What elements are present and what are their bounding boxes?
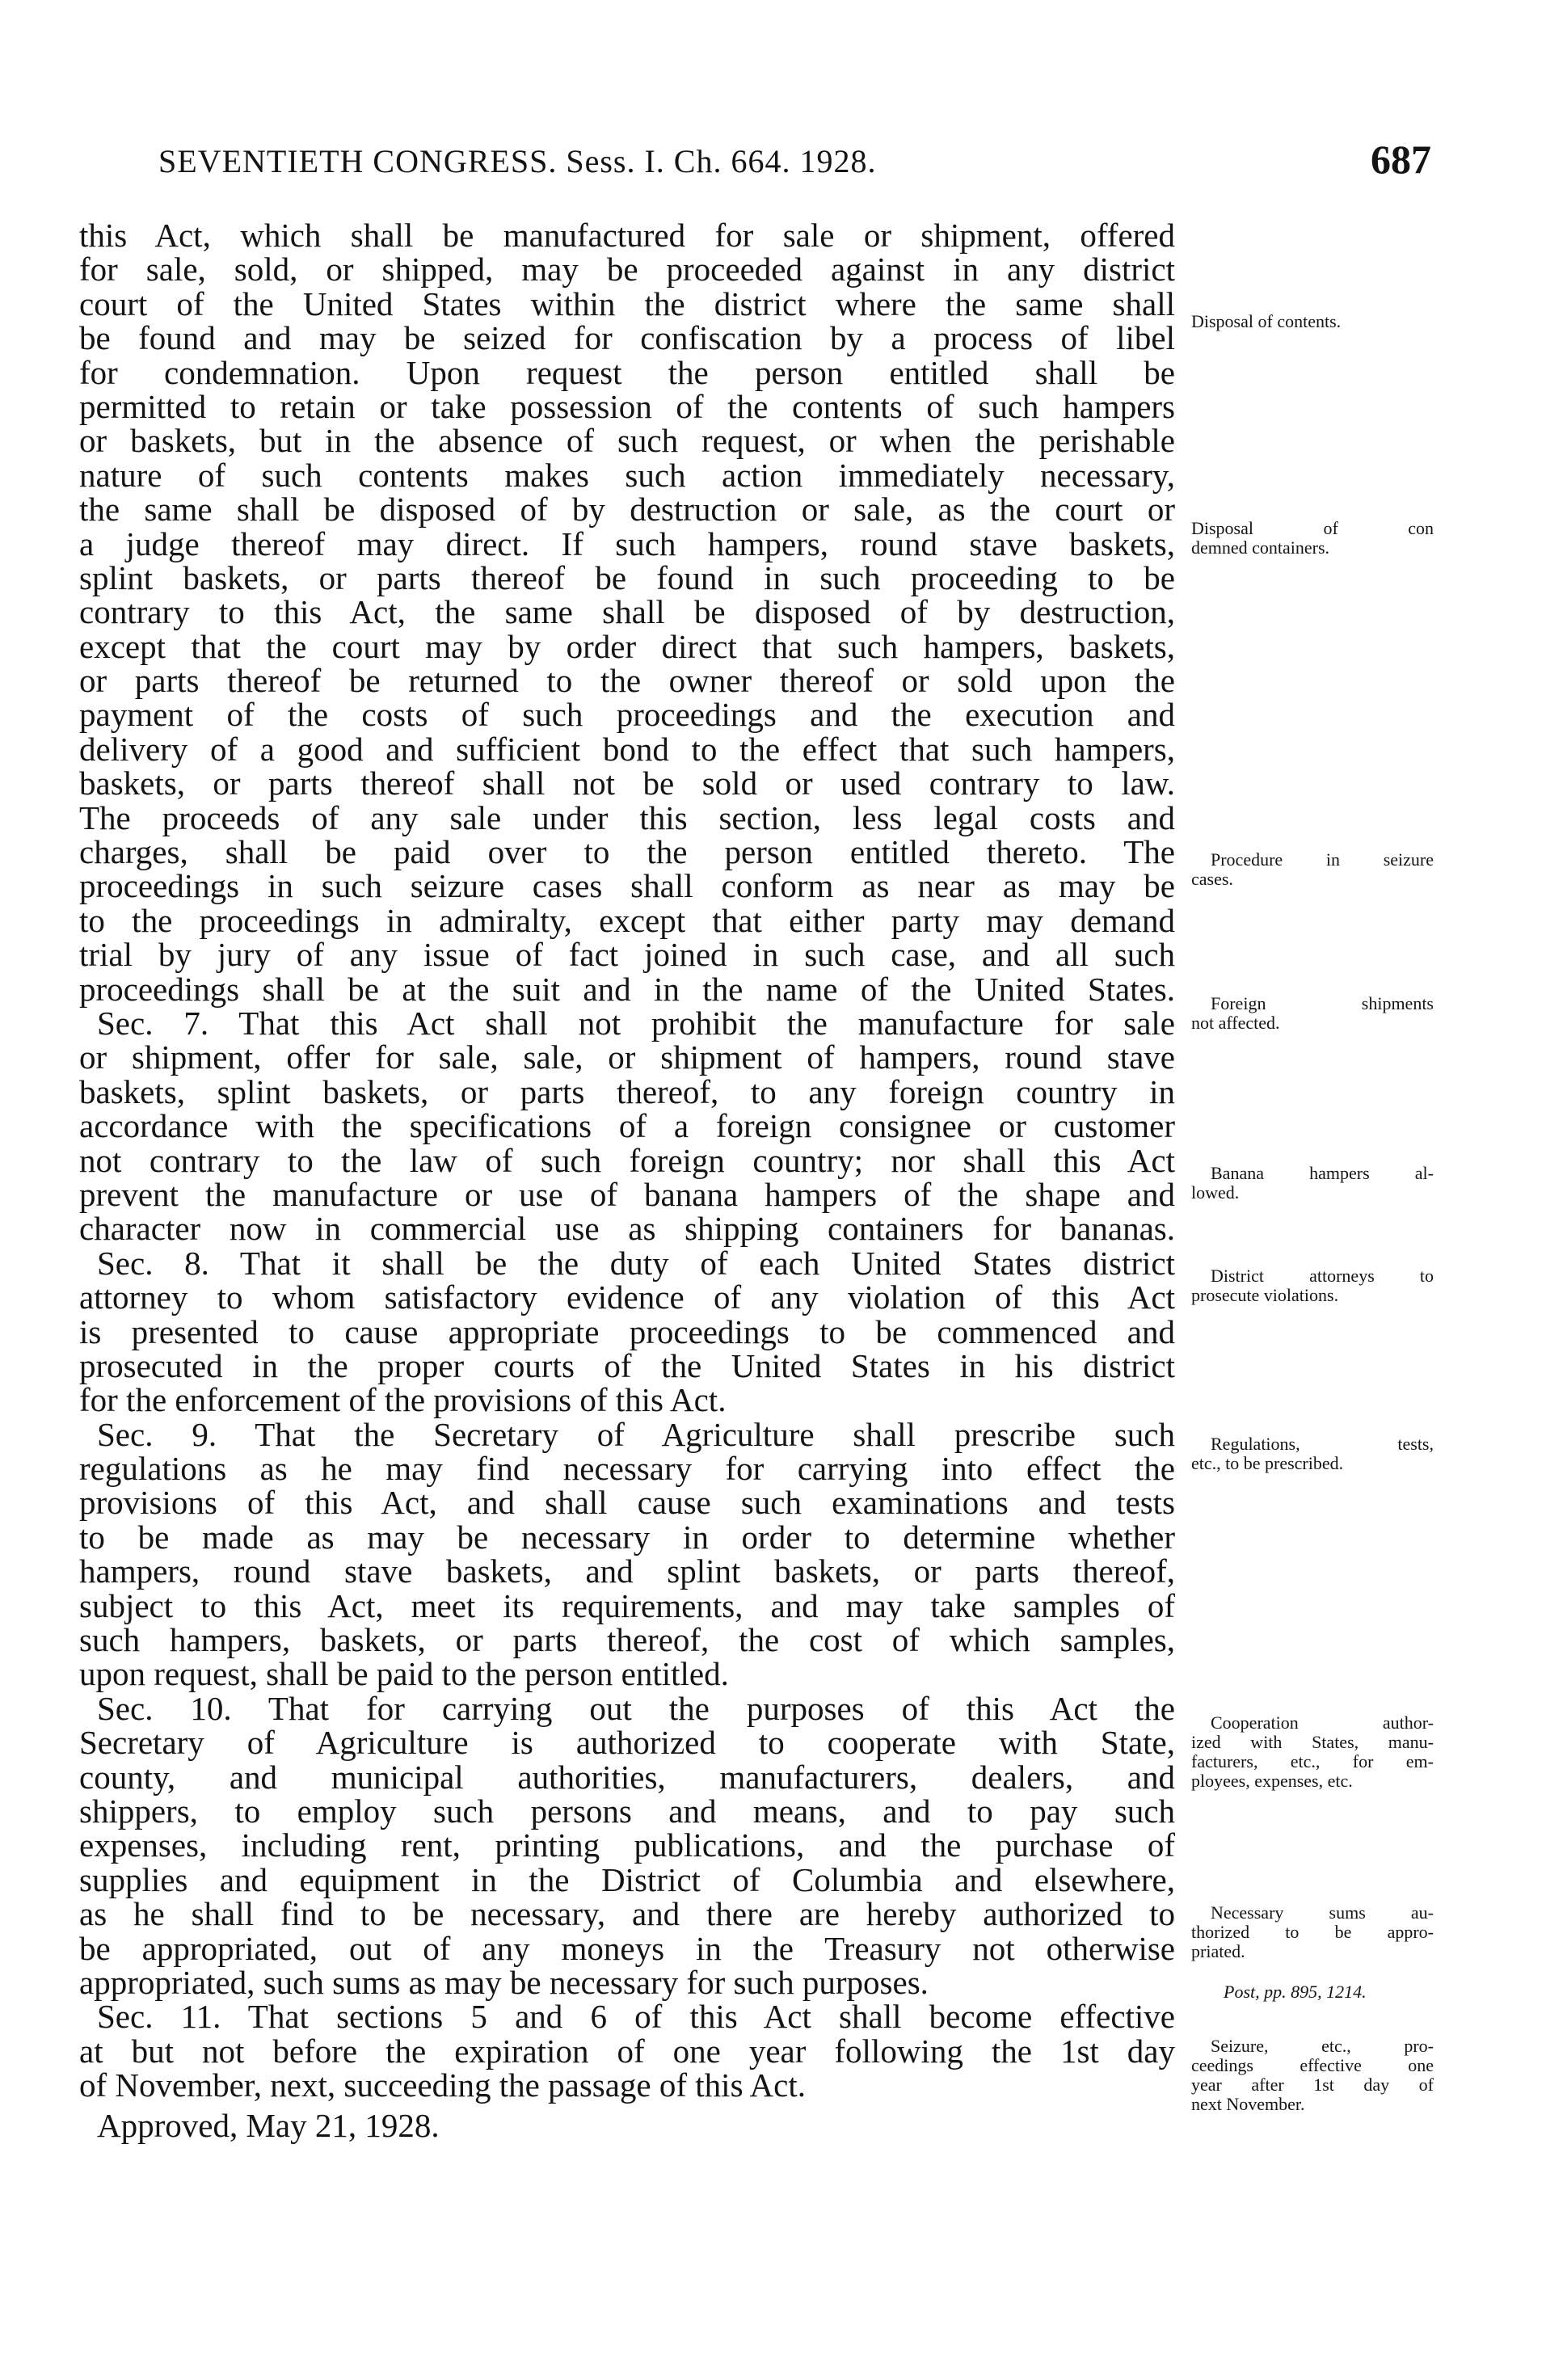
text-line: this Act, which shall be manufactured for sale or shipment, offered: [79, 217, 1175, 254]
text-line: court of the United States within the district where the same shall: [79, 284, 1175, 322]
text-line: proceedings in such seizure cases shall conform as near as may be: [79, 867, 1175, 905]
text-line: upon request, shall be paid to the person entitled.: [79, 1655, 729, 1693]
text-line: baskets, splint baskets, or parts thereof, to any foreign country in: [79, 1072, 1175, 1110]
text-line: to the proceedings in admiralty, except that either party may demand: [79, 901, 1175, 939]
text-line: provisions of this Act, and shall cause such examinations and tests: [79, 1484, 1175, 1522]
text-line: for condemnation. Upon request the person entitled shall be: [79, 353, 1175, 391]
margin-note-necessary-sums: Necessary sums au- thorized to be appro- priated.: [1191, 1902, 1434, 1961]
margin-note-disposal-condemned: Disposal of con demned containers.: [1191, 518, 1434, 558]
margin-note-banana-hampers: Banana hampers al- lowed.: [1191, 1163, 1434, 1203]
text-line: hampers, round stave baskets, and splint baskets, or parts thereof,: [79, 1552, 1175, 1590]
text-line: trial by jury of any issue of fact joined in such case, and all such: [79, 936, 1175, 974]
text-line: attorney to whom satisfactory evidence of any violation of this Act: [79, 1278, 1175, 1316]
margin-note-post-reference: Post, pp. 895, 1214.: [1224, 1982, 1367, 2002]
text-line: county, and municipal authorities, manufacturers, dealers, and: [79, 1758, 1175, 1796]
margin-note-foreign-shipments: Foreign shipments not affected.: [1191, 993, 1434, 1033]
margin-note-procedure-seizure: Procedure in seizure cases.: [1191, 849, 1434, 889]
section-7-start: Sec. 7. That this Act shall not prohibit the manufacture for sale: [97, 1004, 1175, 1042]
text-line: permitted to retain or take possession of the contents of such hampers: [79, 387, 1175, 425]
text-line: payment of the costs of such proceedings and the execution and: [79, 696, 1175, 734]
text-line: such hampers, baskets, or parts thereof, the cost of which samples,: [79, 1621, 1175, 1659]
running-title: SEVENTIETH CONGRESS. Sess. I. Ch. 664. 1928.: [158, 143, 877, 179]
margin-note-district-attorneys: District attorneys to prosecute violations.: [1191, 1266, 1434, 1305]
text-line: be found and may be seized for confiscation by a process of libel: [79, 319, 1175, 357]
text-line: splint baskets, or parts thereof be found in such proceeding to be: [79, 558, 1175, 596]
text-line: of November, next, succeeding the passage of this Act.: [79, 2066, 806, 2104]
text-line: expenses, including rent, printing publications, and the purchase of: [79, 1826, 1175, 1864]
page-header: [158, 136, 1431, 184]
margin-note-seizure-effective: Seizure, etc., pro- ceedings effective one year after 1st day of next November.: [1191, 2036, 1434, 2114]
approval-date: Approved, May 21, 1928.: [97, 2107, 440, 2145]
margin-note-regulations: Regulations, tests, etc., to be prescribed.: [1191, 1434, 1434, 1473]
text-line: The proceeds of any sale under this section, less legal costs and: [79, 798, 1175, 836]
text-line: or baskets, but in the absence of such request, or when the perishable: [79, 422, 1175, 460]
text-line: at but not before the expiration of one year following the 1st day: [79, 2032, 1175, 2070]
section-8-start: Sec. 8. That it shall be the duty of each United States district: [97, 1244, 1175, 1282]
text-line: not contrary to the law of such foreign country; nor shall this Act: [79, 1141, 1175, 1179]
text-line: Secretary of Agriculture is authorized to cooperate with State,: [79, 1724, 1175, 1762]
text-line: accordance with the specifications of a foreign consignee or customer: [79, 1107, 1175, 1145]
text-line: nature of such contents makes such action immediately necessary,: [79, 456, 1175, 494]
text-line: to be made as may be necessary in order to determine whether: [79, 1518, 1175, 1556]
margin-note-cooperation: Cooperation author- ized with States, manu- facturers, etc., for em- ployees, expenses, etc.: [1191, 1712, 1434, 1791]
section-9-start: Sec. 9. That the Secretary of Agriculture shall prescribe such: [97, 1415, 1175, 1453]
text-line: character now in commercial use as shipping containers for bananas.: [79, 1210, 1175, 1248]
text-line: prosecuted in the proper courts of the United States in his district: [79, 1346, 1175, 1384]
text-line: for sale, sold, or shipped, may be proceeded against in any district: [79, 251, 1175, 289]
section-10-start: Sec. 10. That for carrying out the purposes of this Act the: [97, 1689, 1175, 1727]
text-line: for the enforcement of the provisions of this Act.: [79, 1381, 727, 1419]
text-line: is presented to cause appropriate proceedings to be commenced and: [79, 1312, 1175, 1350]
text-line: delivery of a good and sufficient bond to the effect that such hampers,: [79, 730, 1175, 768]
text-line: supplies and equipment in the District of Columbia and elsewhere,: [79, 1860, 1175, 1898]
text-line: be appropriated, out of any moneys in the Treasury not otherwise: [79, 1929, 1175, 1967]
text-line: subject to this Act, meet its requirements, and may take samples of: [79, 1586, 1175, 1624]
text-line: contrary to this Act, the same shall be disposed of by destruction,: [79, 593, 1175, 631]
text-line: charges, shall be paid over to the person entitled thereto. The: [79, 833, 1175, 871]
text-line: or parts thereof be returned to the owner thereof or sold upon the: [79, 662, 1175, 700]
text-line: shippers, to employ such persons and means, and to pay such: [79, 1792, 1175, 1830]
text-line: a judge thereof may direct. If such hampers, round stave baskets,: [79, 524, 1175, 562]
page-number: 687: [1371, 137, 1431, 182]
text-line: as he shall find to be necessary, and there are hereby authorized to: [79, 1895, 1175, 1933]
text-line: the same shall be disposed of by destruction or sale, as the court or: [79, 491, 1175, 529]
text-line: baskets, or parts thereof shall not be sold or used contrary to law.: [79, 765, 1175, 802]
text-line: except that the court may by order direct that such hampers, baskets,: [79, 627, 1175, 665]
text-line: proceedings shall be at the suit and in the name of the United States.: [79, 970, 1175, 1008]
text-line: or shipment, offer for sale, sale, or shipment of hampers, round stave: [79, 1038, 1175, 1076]
margin-note-disposal-contents: Disposal of contents.: [1191, 311, 1342, 331]
main-text-column: [79, 218, 1175, 2143]
section-11-start: Sec. 11. That sections 5 and 6 of this Act shall become effective: [97, 1998, 1175, 2036]
text-line: regulations as he may find necessary for carrying into effect the: [79, 1450, 1175, 1488]
text-line: prevent the manufacture or use of banana hampers of the shape and: [79, 1175, 1175, 1213]
text-line: appropriated, such sums as may be necessary for such purposes.: [79, 1963, 929, 2001]
